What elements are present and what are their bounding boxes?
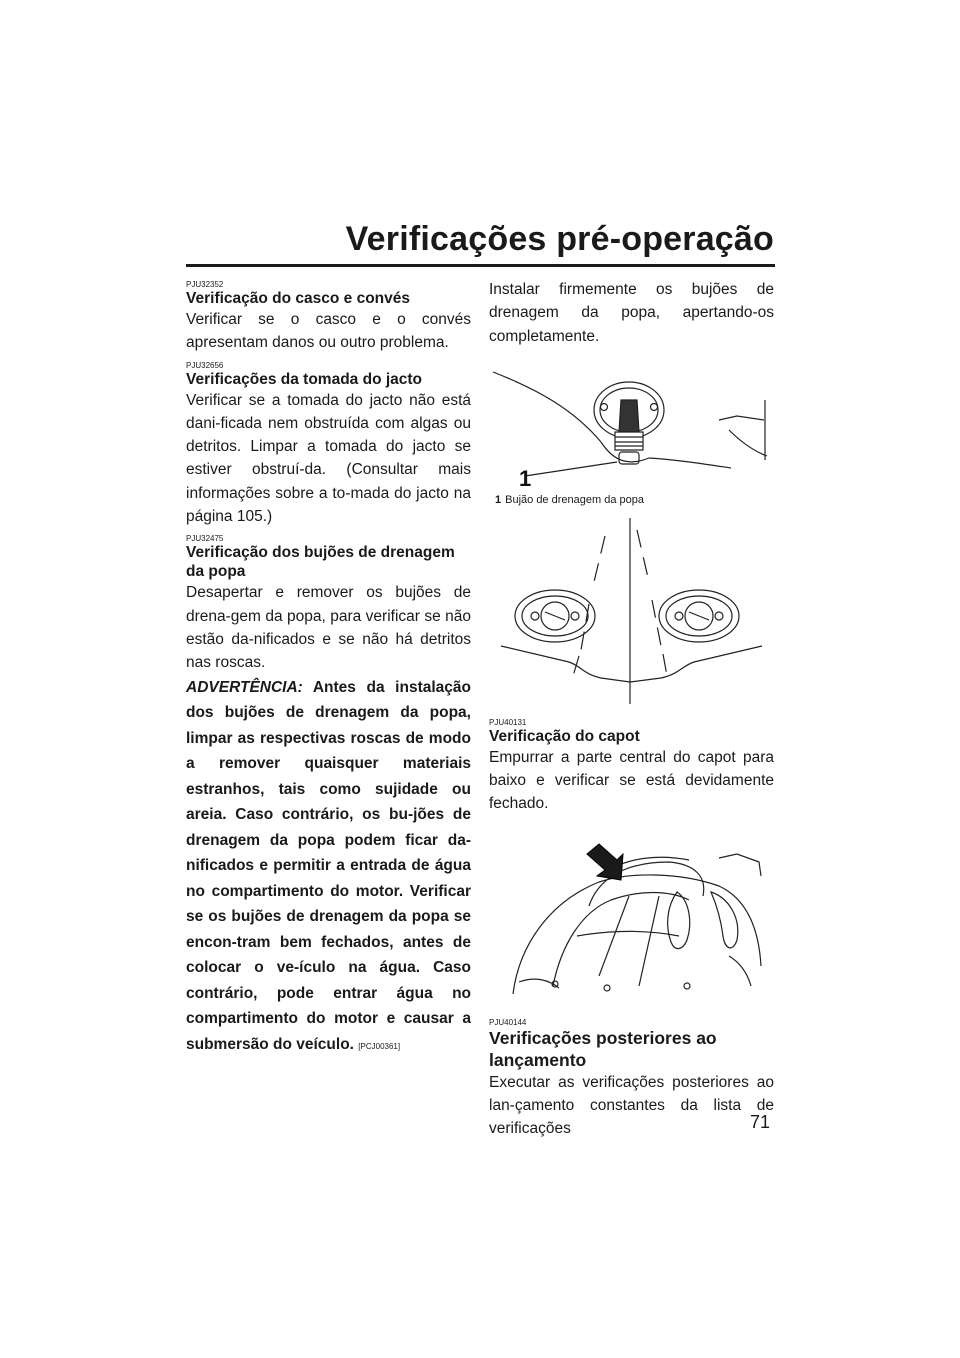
section-code: PJU40131: [489, 717, 527, 727]
hood-figure: [489, 836, 774, 996]
figure-caption: [495, 494, 774, 506]
page-title: Verificações pré-operação: [345, 220, 774, 258]
warning-label: ADVERTÊNCIA:: [186, 678, 303, 696]
page-number: 71: [750, 1112, 771, 1132]
section-heading-jet-intake: Verificações da tomada do jacto: [186, 370, 423, 388]
section-code: PJU32475: [186, 534, 224, 544]
section-body-post-launch: Executar as verificações posteriores ao lan-çamento constantes da lista de verificações: [489, 1073, 774, 1138]
section-body-drain-plugs: Desapertar e remover os bujões de drena-gem da popa, para verificar se não estão da-nificados e se não há detritos nas roscas.: [186, 584, 471, 672]
drain-plug-figure: [489, 370, 774, 506]
stern-illustration: [489, 516, 774, 706]
section-code: PJU40144: [489, 1017, 527, 1027]
figure-callout-number: 1: [519, 465, 532, 490]
right-column: [489, 278, 774, 1147]
title-divider: [186, 264, 775, 267]
left-column: [186, 278, 471, 1059]
section-body-hull: Verificar se o casco e o convés apresentam danos ou outro problema.: [186, 311, 471, 352]
section-body-hood: Empurrar a parte central do capot para baixo e verificar se está devidamente fechado.: [489, 748, 774, 813]
section-code: PJU32352: [186, 280, 224, 289]
warning-ref-code: [PCJ00361]: [358, 1041, 401, 1051]
section-code: PJU32656: [186, 360, 224, 370]
section-body-jet-intake: Verificar se a tomada do jacto não está dani-ficada nem obstruída com algas ou detritos. Limpar a tomada do jacto se estiver obstruí-da. (Consultar mais informações sobre a to-mada do jacto na página 105.): [186, 391, 471, 526]
caption-text: Bujão de drenagem da popa: [505, 493, 644, 506]
stern-drain-plugs-figure: [489, 516, 774, 706]
intro-text: Instalar firmemente os bujões de drenagem da popa, apertando-os completamente.: [489, 281, 774, 345]
drain-plug-illustration: [489, 370, 774, 490]
section-heading-post-launch: Verificações posteriores ao lançamento: [489, 1027, 717, 1070]
section-heading-hood: Verificação do capot: [489, 727, 640, 745]
arrow-down-icon: [587, 844, 623, 880]
caption-number: 1: [495, 493, 502, 506]
warning-text: Antes da instalação dos bujões de drenagem da popa, limpar as respectivas roscas de modo a remover quaisquer materiais estranhos, tais como sujidade ou areia. Caso contrário, os bu-jões de drenagem da popa podem ficar da-nificados e permitir a entrada de água no compartimento do motor. Verificar se os bujões de drenagem da popa se encon-tram bem fechados, antes de colocar o ve-ículo na água. Caso contrário, pode entrar água no compartimento do motor e causar a submersão do veículo.: [186, 678, 471, 1053]
warning-block: [186, 675, 471, 1060]
hood-illustration: [489, 836, 774, 996]
section-heading-hull: Verificação do casco e convés: [186, 290, 411, 307]
section-heading-drain-plugs: Verificação dos bujões de drenagem da popa: [186, 544, 455, 581]
